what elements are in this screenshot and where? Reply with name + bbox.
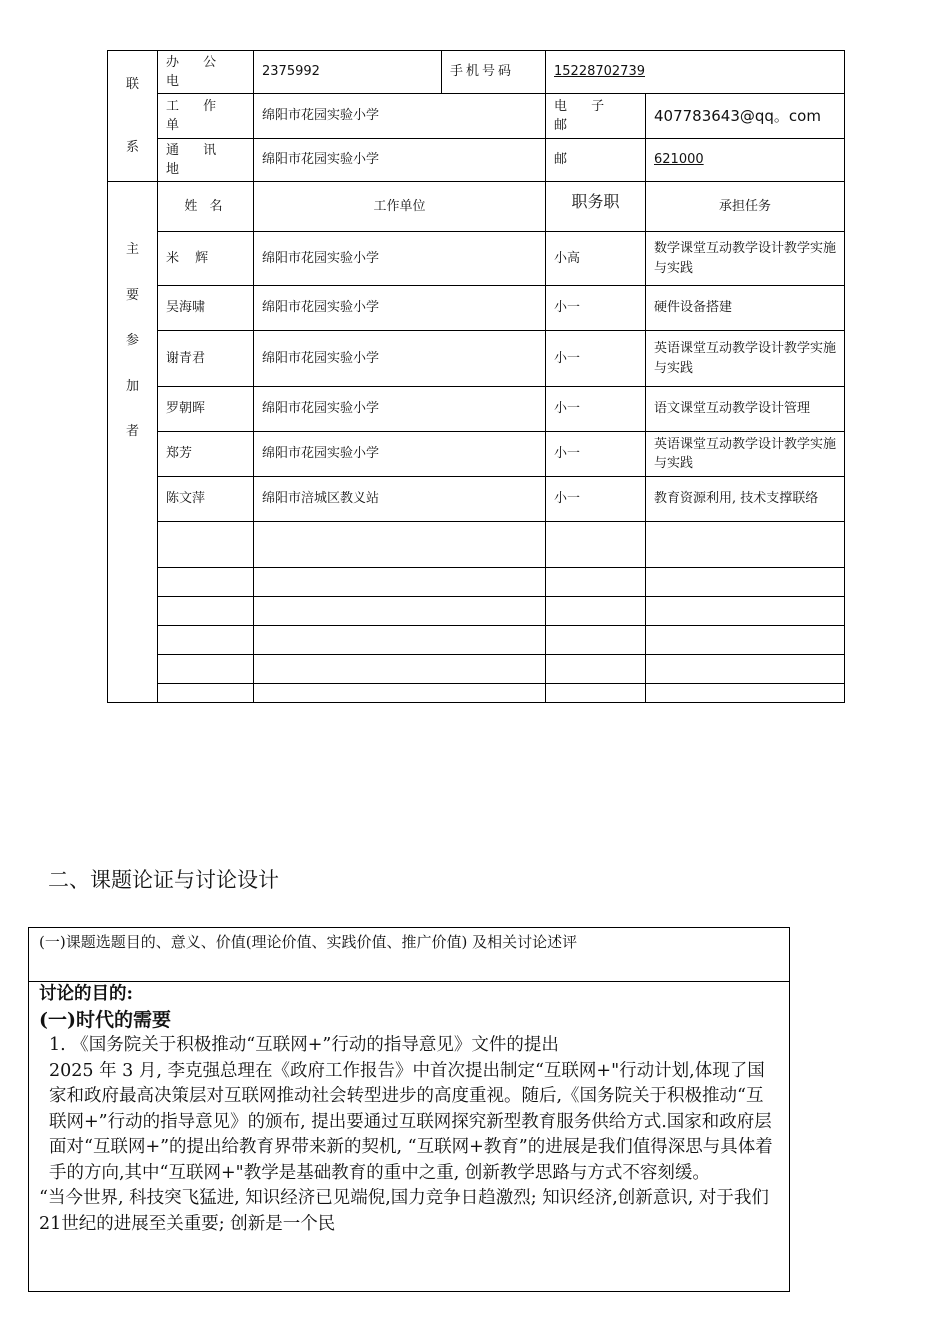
participant-name: 罗朝晖 — [158, 387, 254, 432]
empty-cell — [546, 568, 646, 597]
participant-name: 米 辉 — [158, 232, 254, 286]
work-unit-value: 绵阳市花园实验小学 — [254, 94, 546, 139]
empty-cell — [158, 597, 254, 626]
participant-unit: 绵阳市涪城区教义站 — [254, 477, 546, 522]
participant-row — [108, 286, 845, 331]
empty-cell — [158, 522, 254, 568]
address-label: 通 讯 地 — [158, 139, 254, 182]
empty-row — [108, 655, 845, 684]
mobile-label: 手机号码 — [442, 51, 546, 94]
participant-unit: 绵阳市花园实验小学 — [254, 286, 546, 331]
work-unit-label: 工 作 单 — [158, 94, 254, 139]
participant-title: 小一 — [546, 387, 646, 432]
purpose-paragraph-2: “当今世界, 科技突飞猛进, 知识经济已见端倪,国力竞争日趋激烈; 知识经济,创新意识, 对于我们21世纪的进展至关重要; 创新是一个民 — [39, 1188, 769, 1234]
empty-cell — [646, 626, 845, 655]
participant-row — [108, 331, 845, 387]
empty-cell — [646, 522, 845, 568]
participant-name: 郑芳 — [158, 432, 254, 477]
purpose-box — [28, 927, 790, 1292]
header-name: 姓 名 — [158, 182, 254, 232]
empty-cell — [254, 655, 546, 684]
purpose-caption: (一)课题选题目的、意义、价值(理论价值、实践价值、推广价值) 及相关讨论述评 — [29, 928, 789, 982]
participant-title: 小高 — [546, 232, 646, 286]
empty-row — [108, 568, 845, 597]
empty-cell — [646, 655, 845, 684]
empty-cell — [546, 684, 646, 703]
address-value: 绵阳市花园实验小学 — [254, 139, 546, 182]
participant-row — [108, 387, 845, 432]
empty-row — [108, 597, 845, 626]
contact-participant-table — [107, 50, 845, 703]
empty-cell — [546, 626, 646, 655]
empty-cell — [646, 597, 845, 626]
participant-task: 硬件设备搭建 — [646, 286, 845, 331]
empty-row — [108, 684, 845, 703]
empty-cell — [646, 568, 845, 597]
header-task: 承担任务 — [646, 182, 845, 232]
participant-name: 陈文萍 — [158, 477, 254, 522]
purpose-body — [29, 982, 789, 1237]
empty-cell — [158, 655, 254, 684]
participant-row — [108, 477, 845, 522]
purpose-heading: 讨论的目的: — [39, 984, 133, 1004]
postcode-label: 邮 — [546, 139, 646, 182]
purpose-item-title: 1. 《国务院关于积极推动“互联网+”行动的指导意见》文件的提出 — [49, 1035, 559, 1055]
empty-cell — [254, 568, 546, 597]
empty-row — [108, 522, 845, 568]
participant-row — [108, 232, 845, 286]
header-title: 职务职 — [546, 182, 646, 232]
empty-cell — [546, 655, 646, 684]
purpose-paragraph-1: 2025 年 3 月, 李克强总理在《政府工作报告》中首次提出制定“互联网+"行动计划,体现了国家和政府最高决策层对互联网推动社会转型进步的高度重视。随后,《国务院关于积极推动“互联网+”行动的指导意见》的颁布, 提出要通过互联网探究新型教育服务供给方式.国家和政府层面对“互联网+”的提出给教育界带来新的契机, “互联网+教育”的进展是我们值得深思与具体着手的方向,其中“互联网+"教学是基础教育的重中之重, 创新教学思路与方式不容刻缓。 — [49, 1060, 773, 1183]
participants-label-char: 者 — [125, 424, 139, 439]
empty-cell — [158, 684, 254, 703]
email-label: 电 子 邮 — [546, 94, 646, 139]
contact-label-char: 联 — [125, 76, 139, 92]
empty-row — [108, 626, 845, 655]
header-unit: 工作单位 — [254, 182, 546, 232]
participants-label-char: 加 — [125, 378, 139, 394]
empty-cell — [646, 684, 845, 703]
postcode-value: 621000 — [646, 139, 845, 182]
participant-task: 英语课堂互动教学设计教学实施与实践 — [646, 432, 845, 477]
mobile-value: 15228702739 — [546, 51, 845, 94]
empty-cell — [254, 522, 546, 568]
contact-label-char: 系 — [125, 140, 139, 155]
participant-title: 小一 — [546, 331, 646, 387]
participants-label-char: 主 — [125, 242, 139, 257]
participant-title: 小一 — [546, 432, 646, 477]
participants-label-char: 参 — [125, 333, 139, 348]
empty-cell — [254, 626, 546, 655]
participant-name: 吴海啸 — [158, 286, 254, 331]
participant-task: 教育资源利用, 技术支撑联络 — [646, 477, 845, 522]
participant-task: 英语课堂互动教学设计教学实施与实践 — [646, 331, 845, 387]
participants-group-label — [108, 182, 158, 703]
empty-cell — [546, 597, 646, 626]
participant-task: 语文课堂互动教学设计管理 — [646, 387, 845, 432]
participant-title: 小一 — [546, 477, 646, 522]
empty-cell — [158, 626, 254, 655]
office-phone-value: 2375992 — [254, 51, 442, 94]
purpose-subheading: (一)时代的需要 — [39, 1008, 171, 1031]
empty-cell — [254, 597, 546, 626]
contact-group-label — [108, 51, 158, 182]
participant-unit: 绵阳市花园实验小学 — [254, 387, 546, 432]
participant-title: 小一 — [546, 286, 646, 331]
office-phone-label: 办 公 电 — [158, 51, 254, 94]
participant-unit: 绵阳市花园实验小学 — [254, 331, 546, 387]
participant-row — [108, 432, 845, 477]
email-value: 407783643@qq。com — [646, 94, 845, 139]
participant-unit: 绵阳市花园实验小学 — [254, 232, 546, 286]
participant-task: 数学课堂互动教学设计教学实施与实践 — [646, 232, 845, 286]
empty-cell — [546, 522, 646, 568]
participant-unit: 绵阳市花园实验小学 — [254, 432, 546, 477]
participants-label-char: 要 — [125, 287, 139, 303]
empty-cell — [254, 684, 546, 703]
section-heading: 二、课题论证与讨论设计 — [48, 868, 279, 892]
empty-cell — [158, 568, 254, 597]
participant-name: 谢青君 — [158, 331, 254, 387]
